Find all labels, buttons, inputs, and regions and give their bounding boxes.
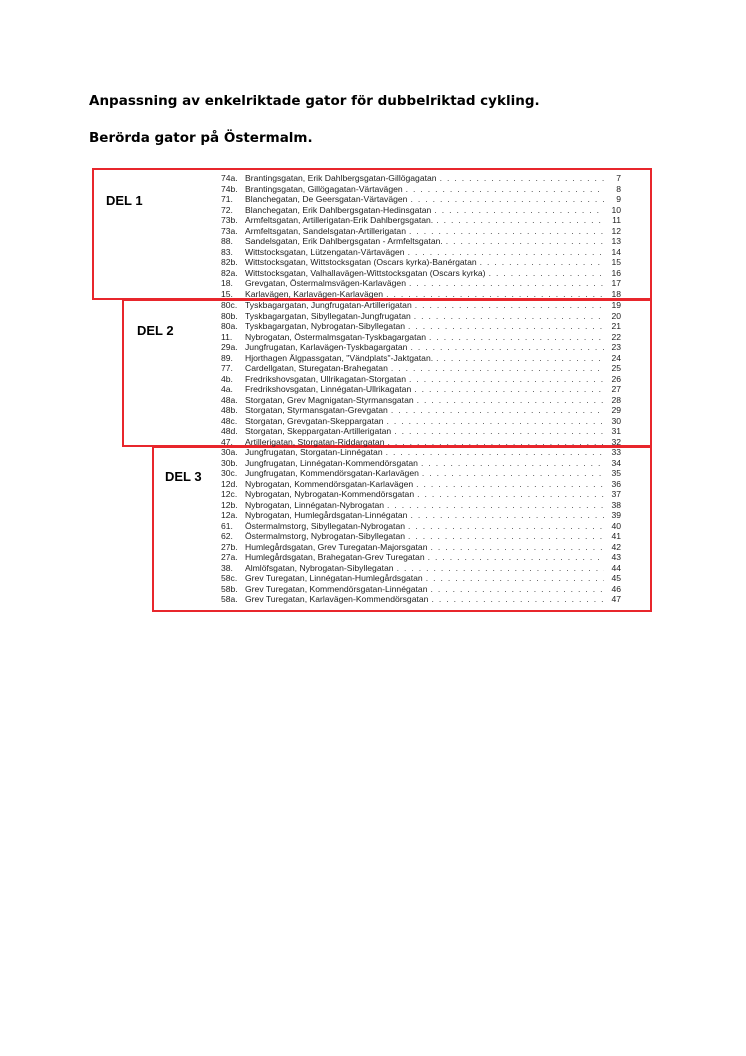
street-name: Brantingsgatan, Erik Dahlbergsgatan-Gillögagatan [245,173,437,183]
street-name: Nybrogatan, Linnégatan-Nybrogatan [245,499,385,510]
page-number: 37 [611,489,621,499]
leader-dots [421,458,604,469]
list-item [221,479,621,490]
page-number: 33 [611,447,621,457]
leader-dots [417,395,604,406]
list-item [221,531,621,542]
list-item [221,552,621,563]
page-number: 32 [611,436,621,447]
street-number: 18. [221,278,233,288]
leader-dots [480,257,604,268]
street-number: 74a. [221,173,238,183]
leader-dots [409,226,604,237]
page-number: 23 [611,342,621,352]
leader-dots [391,405,604,416]
list-item [221,173,621,184]
page-number: 45 [611,573,621,583]
street-number: 77. [221,363,233,373]
list-item [221,363,621,374]
street-number: 74b. [221,183,238,194]
leader-dots [386,289,604,300]
list-item [221,458,621,469]
street-number: 58b. [221,583,238,594]
street-number: 80b. [221,310,238,321]
page-number: 22 [611,331,621,342]
leader-dots [391,363,604,374]
leader-dots [428,552,604,563]
list-item [221,489,621,500]
page-number: 8 [616,183,621,194]
leader-dots [394,426,604,437]
street-number: 82b. [221,257,238,267]
leader-dots [410,342,604,353]
street-number: 12c. [221,489,238,499]
list-item [221,247,621,258]
page-number: 19 [611,300,621,310]
leader-dots [409,278,604,289]
street-name: Blanchegatan, De Geersgatan-Värtavägen [245,194,408,204]
leader-dots [489,268,604,279]
street-number: 88. [221,236,233,246]
street-number: 11. [221,331,233,342]
leader-dots [430,542,604,553]
page-number: 44 [611,562,621,573]
street-number: 12d. [221,478,238,489]
street-number: 47. [221,436,233,447]
section-label-del-2: DEL 2 [137,323,174,338]
page-number: 18 [611,288,621,299]
page-number: 9 [616,194,621,204]
list-item [221,278,621,289]
street-name: Grevgatan, Östermalmsvägen-Karlavägen [245,278,406,288]
street-number: 15. [221,288,233,299]
leader-dots [417,489,604,500]
page-number: 16 [611,267,621,278]
page-number: 42 [611,541,621,552]
street-name: Karlavägen, Karlavägen-Karlavägen [245,288,384,299]
page-number: 26 [611,373,621,384]
street-name: Armfeltsgatan, Sandelsgatan-Artillerigatan [245,225,406,236]
leader-dots [387,416,604,427]
street-name: Storgatan, Skeppargatan-Artillerigatan [245,426,392,436]
page-number: 10 [611,204,621,215]
street-number: 82a. [221,267,238,278]
list-item [221,437,621,448]
list-item [221,353,621,364]
leader-dots [436,353,604,364]
leader-dots [408,531,604,542]
page-number: 30 [611,415,621,426]
street-name: Fredrikshovsgatan, Ullrikagatan-Storgatan [245,373,406,384]
street-number: 4a. [221,384,233,394]
page-number: 11 [612,215,621,225]
street-name: Grev Turegatan, Karlavägen-Kommendörsgatan [245,594,429,604]
list-item [221,205,621,216]
section-label-del-3: DEL 3 [165,469,202,484]
street-number: 80a. [221,321,238,331]
leader-dots [409,374,604,385]
page-number: 31 [611,426,621,436]
street-number: 83. [221,246,233,257]
list-item [221,468,621,479]
leader-dots [431,594,604,605]
street-number: 27b. [221,541,238,552]
list-item [221,416,621,427]
page-number: 20 [611,310,621,321]
street-number: 4b. [221,373,233,384]
street-name: Storgatan, Styrmansgatan-Grevgatan [245,405,388,415]
list-item [221,268,621,279]
page-title: Anpassning av enkelriktade gator för dubbelriktad cykling. [89,93,540,109]
list-item [221,405,621,416]
street-number: 38. [221,562,233,573]
street-number: 58a. [221,594,238,604]
street-name: Östermalmstorg, Nybrogatan-Sibyllegatan [245,531,406,541]
list-item [221,332,621,343]
page-number: 12 [611,225,621,236]
street-name: Hjorthagen Älgpassgatan, "Vändplats"-Jaktgatan. [245,352,434,363]
page-subtitle: Berörda gator på Östermalm. [89,130,313,146]
street-number: 80c. [221,300,238,310]
list-item [221,426,621,437]
list-item [221,510,621,521]
list-item [221,226,621,237]
list-item [221,184,621,195]
leader-dots [415,300,604,311]
street-number: 48a. [221,394,238,405]
list-item [221,395,621,406]
list-item [221,594,621,605]
street-name: Grev Turegatan, Kommendörsgatan-Linnégatan [245,583,428,594]
street-name: Jungfrugatan, Linnégatan-Kommendörsgatan [245,457,418,468]
list-item [221,342,621,353]
street-number: 73a. [221,225,238,236]
street-name: Tyskbagargatan, Jungfrugatan-Artillerigatan [245,300,412,310]
page-number: 39 [611,510,621,520]
street-number: 12b. [221,499,238,510]
list-item [221,384,621,395]
street-number: 30a. [221,447,238,457]
list-item [221,289,621,300]
street-name: Nybrogatan, Humlegårdsgatan-Linnégatan [245,510,408,520]
page-number: 43 [611,552,621,562]
list-item [221,257,621,268]
street-name: Grev Turegatan, Linnégatan-Humlegårdsgatan [245,573,423,583]
leader-dots [434,205,604,216]
leader-dots [431,584,605,595]
street-number: 27a. [221,552,238,562]
page-number: 15 [611,257,621,267]
list-item [221,584,621,595]
street-name: Jungfrugatan, Karlavägen-Tyskbagargatan [245,342,408,352]
list-item [221,500,621,511]
list-item [221,194,621,205]
leader-dots [440,173,604,184]
street-name: Jungfrugatan, Kommendörsgatan-Karlavägen [245,468,419,478]
street-number: 48c. [221,415,238,426]
page-number: 25 [611,363,621,373]
page-number: 38 [611,499,621,510]
list-item [221,321,621,332]
list-item [221,447,621,458]
leader-dots [397,563,604,574]
street-name: Blanchegatan, Erik Dahlbergsgatan-Hedinsgatan [245,204,432,215]
street-number: 61. [221,520,233,531]
street-name: Almlöfsgatan, Nybrogatan-Sibyllegatan [245,562,394,573]
street-number: 29a. [221,342,238,352]
page-number: 41 [611,531,621,541]
list-item [221,236,621,247]
street-number: 73b. [221,215,238,225]
page-number: 13 [611,236,621,246]
page-number: 14 [611,246,621,257]
page-number: 40 [611,520,621,531]
street-number: 48d. [221,426,238,436]
list-item [221,563,621,574]
list-item [221,311,621,322]
leader-dots [414,311,604,322]
street-number: 58c. [221,573,238,583]
street-name: Brantingsgatan, Gillögagatan-Värtavägen [245,183,403,194]
street-name: Storgatan, Grev Magnigatan-Styrmansgatan [245,394,414,405]
page-number: 28 [611,394,621,405]
street-name: Nybrogatan, Nybrogatan-Kommendörsgatan [245,489,415,499]
street-name: Tyskbagargatan, Sibyllegatan-Jungfrugatan [245,310,411,321]
street-name: Armfeltsgatan, Artillerigatan-Erik Dahlbergsgatan. [245,215,434,225]
list-item [221,215,621,226]
leader-dots [388,437,605,448]
page-number: 24 [611,352,621,363]
page-number: 29 [611,405,621,415]
leader-dots [429,332,604,343]
street-number: 48b. [221,405,238,415]
street-name: Östermalmstorg, Sibyllegatan-Nybrogatan [245,520,406,531]
page-number: 7 [616,173,621,183]
leader-dots [408,321,604,332]
list-item [221,521,621,532]
page-number: 34 [611,457,621,468]
street-list-del-3 [221,447,621,605]
street-number: 30c. [221,468,238,478]
street-name: Fredrikshovsgatan, Linnégatan-Ullrikagatan [245,384,412,394]
street-name: Humlegårdsgatan, Grev Turegatan-Majorsgatan [245,541,428,552]
street-name: Wittstocksgatan, Lützengatan-Värtavägen [245,246,405,257]
page-number: 21 [611,321,621,331]
street-number: 72. [221,204,233,215]
leader-dots [436,215,604,226]
leader-dots [416,479,604,490]
street-list-del-1 [221,173,621,299]
leader-dots [446,236,604,247]
leader-dots [414,384,604,395]
leader-dots [408,247,604,258]
list-item [221,573,621,584]
list-item [221,374,621,385]
page-number: 36 [611,478,621,489]
leader-dots [426,573,604,584]
street-list-del-2 [221,300,621,447]
leader-dots [410,510,604,521]
street-number: 71. [221,194,233,204]
street-number: 30b. [221,457,238,468]
leader-dots [422,468,604,479]
list-item [221,542,621,553]
street-name: Storgatan, Grevgatan-Skeppargatan [245,415,384,426]
page-number: 27 [611,384,621,394]
street-number: 12a. [221,510,238,520]
page-number: 46 [611,583,621,594]
street-name: Cardellgatan, Sturegatan-Brahegatan [245,363,388,373]
street-name: Sandelsgatan, Erik Dahlbergsgatan - Armfeltsgatan. [245,236,443,246]
leader-dots [408,521,604,532]
section-label-del-1: DEL 1 [106,193,143,208]
street-number: 89. [221,352,233,363]
street-name: Tyskbagargatan, Nybrogatan-Sibyllegatan [245,321,406,331]
leader-dots [410,194,604,205]
street-name: Nybrogatan, Östermalmsgatan-Tyskbagargatan [245,331,427,342]
street-name: Humlegårdsgatan, Brahegatan-Grev Turegatan [245,552,425,562]
list-item [221,300,621,311]
page-number: 47 [611,594,621,604]
street-name: Artillerigatan, Storgatan-Riddargatan [245,436,385,447]
page-number: 35 [611,468,621,478]
street-name: Wittstocksgatan, Wittstocksgatan (Oscars kyrka)-Banérgatan [245,257,477,267]
leader-dots [387,500,604,511]
street-number: 62. [221,531,233,541]
page-number: 17 [611,278,621,288]
street-name: Wittstocksgatan, Valhallavägen-Wittstocksgatan (Oscars kyrka) [245,267,486,278]
leader-dots [386,447,604,458]
leader-dots [406,184,604,195]
street-name: Nybrogatan, Kommendörsgatan-Karlavägen [245,478,414,489]
street-name: Jungfrugatan, Storgatan-Linnégatan [245,447,383,457]
